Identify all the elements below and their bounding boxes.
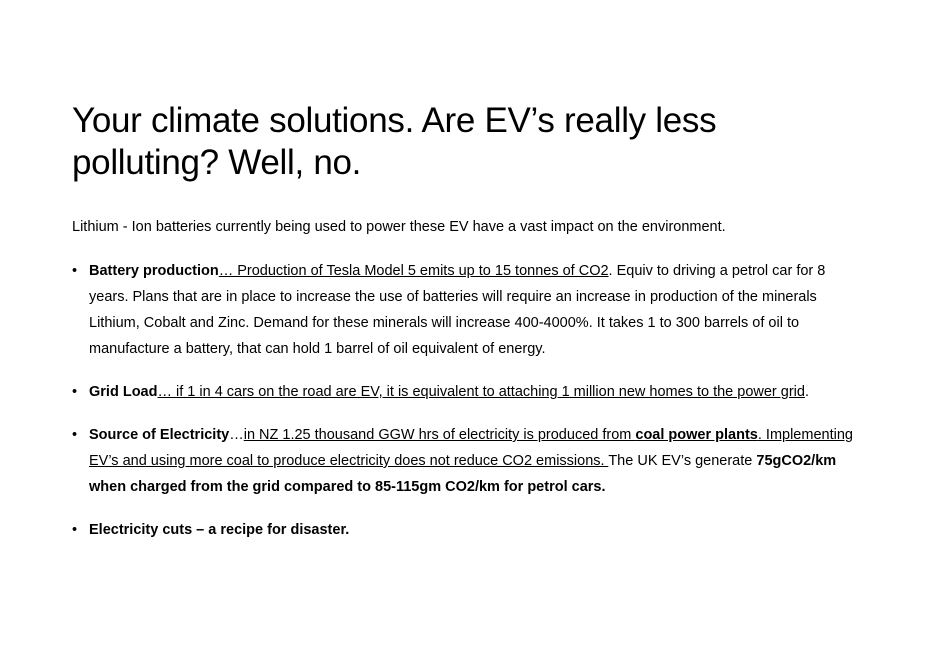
bullet-icon: • [72,263,78,279]
bullet-heading: Battery production [89,263,219,279]
bullet-electricity-cuts [72,517,862,543]
bullet-ellipsis: … [229,427,244,443]
bullet-list [72,258,862,543]
bullet-text: The UK EV’s generate [608,453,757,469]
bullet-grid-load [72,379,862,405]
bullet-battery-production [72,258,862,362]
bullet-icon: • [72,427,78,443]
bullet-icon: • [72,384,78,400]
bullet-underlined-text: … if 1 in 4 cars on the road are EV, it is equivalent to attaching 1 million new homes to the power grid [157,384,805,400]
bullet-text: . Equiv to driving a petrol car for 8 years. Plans that are in place to increase the use of batteries will require an increase in production of the minerals Lithium, Cobalt and Zinc. Demand for these minerals will increase 400-4000%. It takes 1 to 300 barrels of oil to manufacture a battery, that can hold 1 barrel of oil equivalent of energy. [89,263,826,357]
underlined-part-b: . Implementing EV’s and using more coal to produce electricity does not reduce CO2 emissions. [89,427,853,469]
bullet-text: . [804,384,810,400]
bullet-source-of-electricity [72,422,862,500]
underlined-bold-part: coal power plants [635,427,758,443]
bullet-heading: Electricity cuts – a recipe for disaster. [89,522,350,538]
intro-text: Lithium - Ion batteries currently being used to power these EV have a vast impact on the environment. [72,219,726,235]
slide-body [72,214,862,560]
bullet-icon: • [72,522,78,538]
underlined-part-a: in NZ 1.25 thousand GGW hrs of electricity is produced from [243,427,636,443]
bullet-heading: Grid Load [89,384,158,400]
slide-title: Your climate solutions. Are EV’s really less polluting? Well, no. [72,101,717,182]
bullet-underlined-text: … Production of Tesla Model 5 emits up to 15 tonnes of CO2 [218,263,609,279]
bullet-heading: Source of Electricity [89,427,230,443]
bullet-bold-tail: 75gCO2/km when charged from the grid compared to 85-115gm CO2/km for petrol cars. [89,453,837,495]
